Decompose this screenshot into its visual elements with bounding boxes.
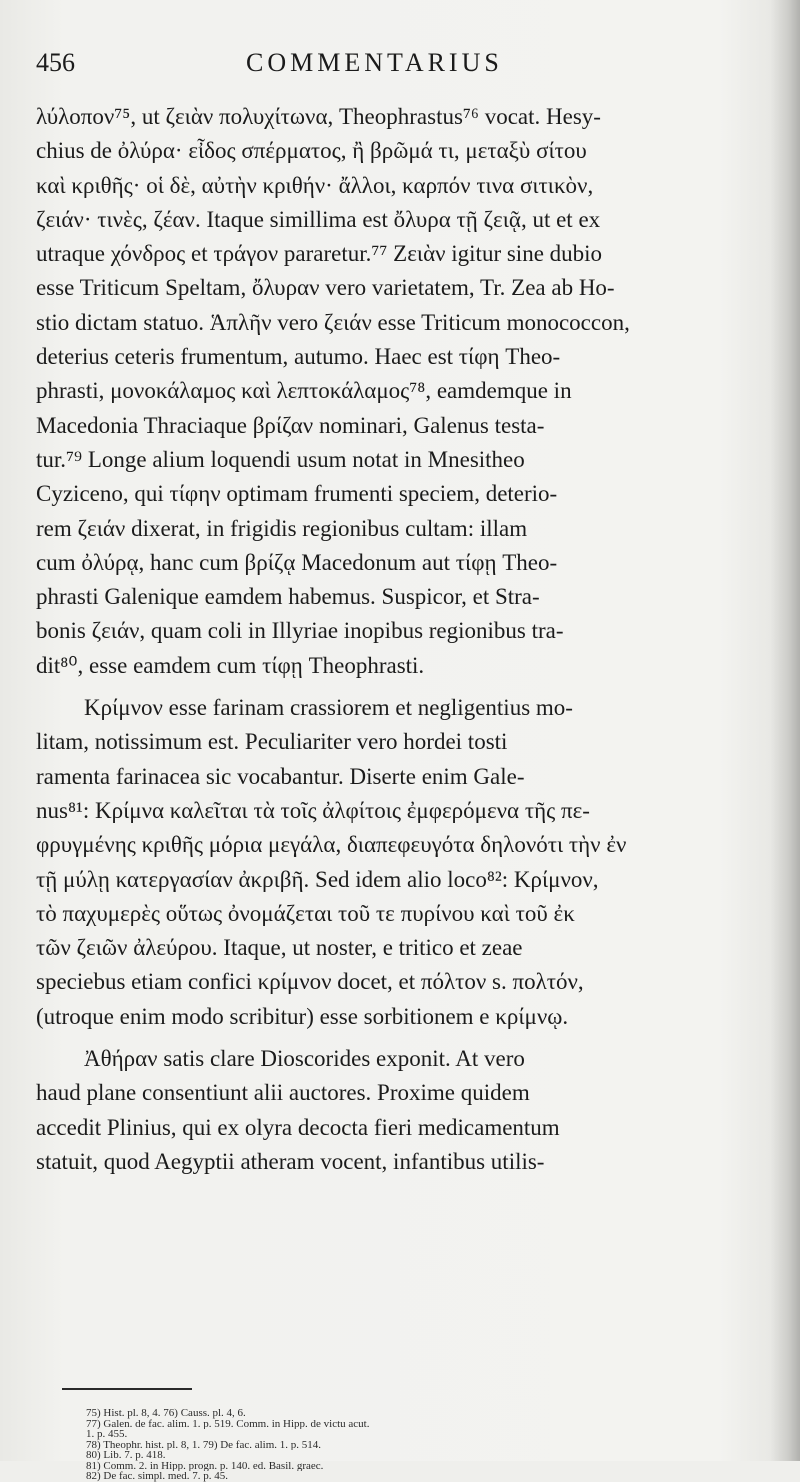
text-line: haud plane consentiunt alii auctores. Proxime quidem bbox=[36, 1080, 530, 1106]
text-line: dit⁸⁰, esse eamdem cum τίφῃ Theophrasti. bbox=[36, 652, 425, 678]
footnote: 77) Galen. de fac. alim. 1. p. 519. Comm. in Hipp. de victu acut. bbox=[86, 1418, 370, 1429]
text-line: accedit Plinius, qui ex olyra decocta fieri medicamentum bbox=[36, 1114, 560, 1140]
footnote: 78) Theophr. hist. pl. 8, 1. 79) De fac. alim. 1. p. 514. bbox=[86, 1439, 322, 1450]
text-line: esse Triticum Speltam, ὄλυραν vero varietatem, Tr. Zea ab Ho- bbox=[36, 275, 615, 301]
text-line: litam, notissimum est. Peculiariter vero hordei tosti bbox=[36, 729, 508, 755]
text-line: stio dictam statuo. Ἁπλῆν vero ζειάν esse Triticum monococcon, bbox=[36, 309, 630, 335]
footnote: 1. p. 455. bbox=[86, 1429, 128, 1440]
text-line: Cyziceno, qui τίφην optimam frumenti speciem, deterio- bbox=[36, 481, 558, 507]
paragraph-gap bbox=[36, 1034, 756, 1042]
paragraph-gap bbox=[36, 683, 756, 691]
text-line: καὶ κριθῆς· οἱ δὲ, αὐτὴν κριθήν· ἄλλοι, καρπόν τινα σιτικὸν, bbox=[36, 172, 594, 198]
main-text bbox=[36, 100, 756, 1179]
text-line: nus⁸¹: Κρίμνα καλεῖται τὰ τοῖς ἀλφίτοις ἐμφερόμενα τῆς πε- bbox=[36, 797, 590, 823]
footnotes bbox=[86, 1408, 766, 1482]
text-line: (utroque enim modo scribitur) esse sorbitionem e κρίμνῳ. bbox=[36, 1003, 569, 1029]
page-number: 456 bbox=[36, 48, 75, 77]
text-line: bonis ζειάν, quam coli in Illyriae inopibus regionibus tra- bbox=[36, 618, 564, 644]
text-line: rem ζειάν dixerat, in frigidis regionibus cultam: illam bbox=[36, 515, 528, 541]
text-line: utraque χόνδρος et τράγον pararetur.⁷⁷ Ζειὰν igitur sine dubio bbox=[36, 241, 603, 267]
text-line: phrasti, μονοκάλαμος καὶ λεπτοκάλαμος⁷⁸, eamdemque in bbox=[36, 378, 572, 404]
text-line: Macedonia Thraciaque βρίζαν nominari, Galenus testa- bbox=[36, 412, 545, 438]
text-line: Ἀθήραν satis clare Dioscorides exponit. At vero bbox=[84, 1046, 525, 1072]
text-line: φρυγμένης κριθῆς μόρια μεγάλα, διαπεφευγότα δηλονότι τὴν ἐν bbox=[36, 832, 627, 858]
footnote-rule bbox=[62, 1388, 192, 1390]
text-line: Κρίμνον esse farinam crassiorem et negligentius mo- bbox=[84, 695, 573, 721]
paragraph-3 bbox=[36, 1042, 756, 1179]
footnote: 80) Lib. 7. p. 418. bbox=[86, 1450, 166, 1461]
paragraph-2 bbox=[36, 691, 756, 1034]
text-line: λύλοπον⁷⁵, ut ζειὰν πολυχίτωνα, Theophrastus⁷⁶ vocat. Hesy- bbox=[36, 104, 601, 129]
text-line: ζειάν· τινὲς, ζέαν. Itaque simillima est ὄλυρα τῇ ζειᾷ, ut et ex bbox=[36, 206, 601, 232]
text-line: τὸ παχυμερὲς οὕτως ὀνομάζεται τοῦ τε πυρίνου καὶ τοῦ ἐκ bbox=[36, 900, 575, 926]
text-line: cum ὀλύρᾳ, hanc cum βρίζᾳ Macedonum aut τίφῃ Theo- bbox=[36, 549, 558, 575]
text-line: statuit, quod Aegyptii atheram vocent, infantibus utilis- bbox=[36, 1148, 545, 1174]
footnote: 81) Comm. 2. in Hipp. progn. p. 140. ed. Basil. graec. bbox=[86, 1460, 324, 1471]
text-line: deterius ceteris frumentum, autumo. Haec est τίφη Theo- bbox=[36, 344, 561, 370]
text-line: τῶν ζειῶν ἀλεύρου. Itaque, ut noster, e tritico et zeae bbox=[36, 935, 523, 961]
running-head-title: COMMENTARIUS bbox=[246, 48, 503, 77]
text-line: phrasti Galenique eamdem habemus. Suspicor, et Stra- bbox=[36, 584, 540, 610]
text-line: ramenta farinacea sic vocabantur. Diserte enim Gale- bbox=[36, 763, 525, 789]
page-gutter-shadow bbox=[770, 0, 800, 1461]
text-line: τῇ μύλῃ κατεργασίαν ἀκριβῆ. Sed idem alio loco⁸²: Κρίμνον, bbox=[36, 866, 599, 892]
footnote: 75) Hist. pl. 8, 4. 76) Causs. pl. 4, 6. bbox=[86, 1408, 246, 1419]
text-line: speciebus etiam confici κρίμνον docet, et πόλτον s. πολτόν, bbox=[36, 969, 584, 995]
running-head bbox=[36, 48, 756, 88]
text-line: tur.⁷⁹ Longe alium loquendi usum notat in Mnesitheo bbox=[36, 446, 525, 472]
paragraph-1 bbox=[36, 100, 756, 683]
text-line: chius de ὀλύρα· εἶδος σπέρματος, ἢ βρῶμά τι, μεταξὺ σίτου bbox=[36, 138, 587, 164]
footnote: 82) De fac. simpl. med. 7. p. 45. bbox=[86, 1471, 229, 1482]
